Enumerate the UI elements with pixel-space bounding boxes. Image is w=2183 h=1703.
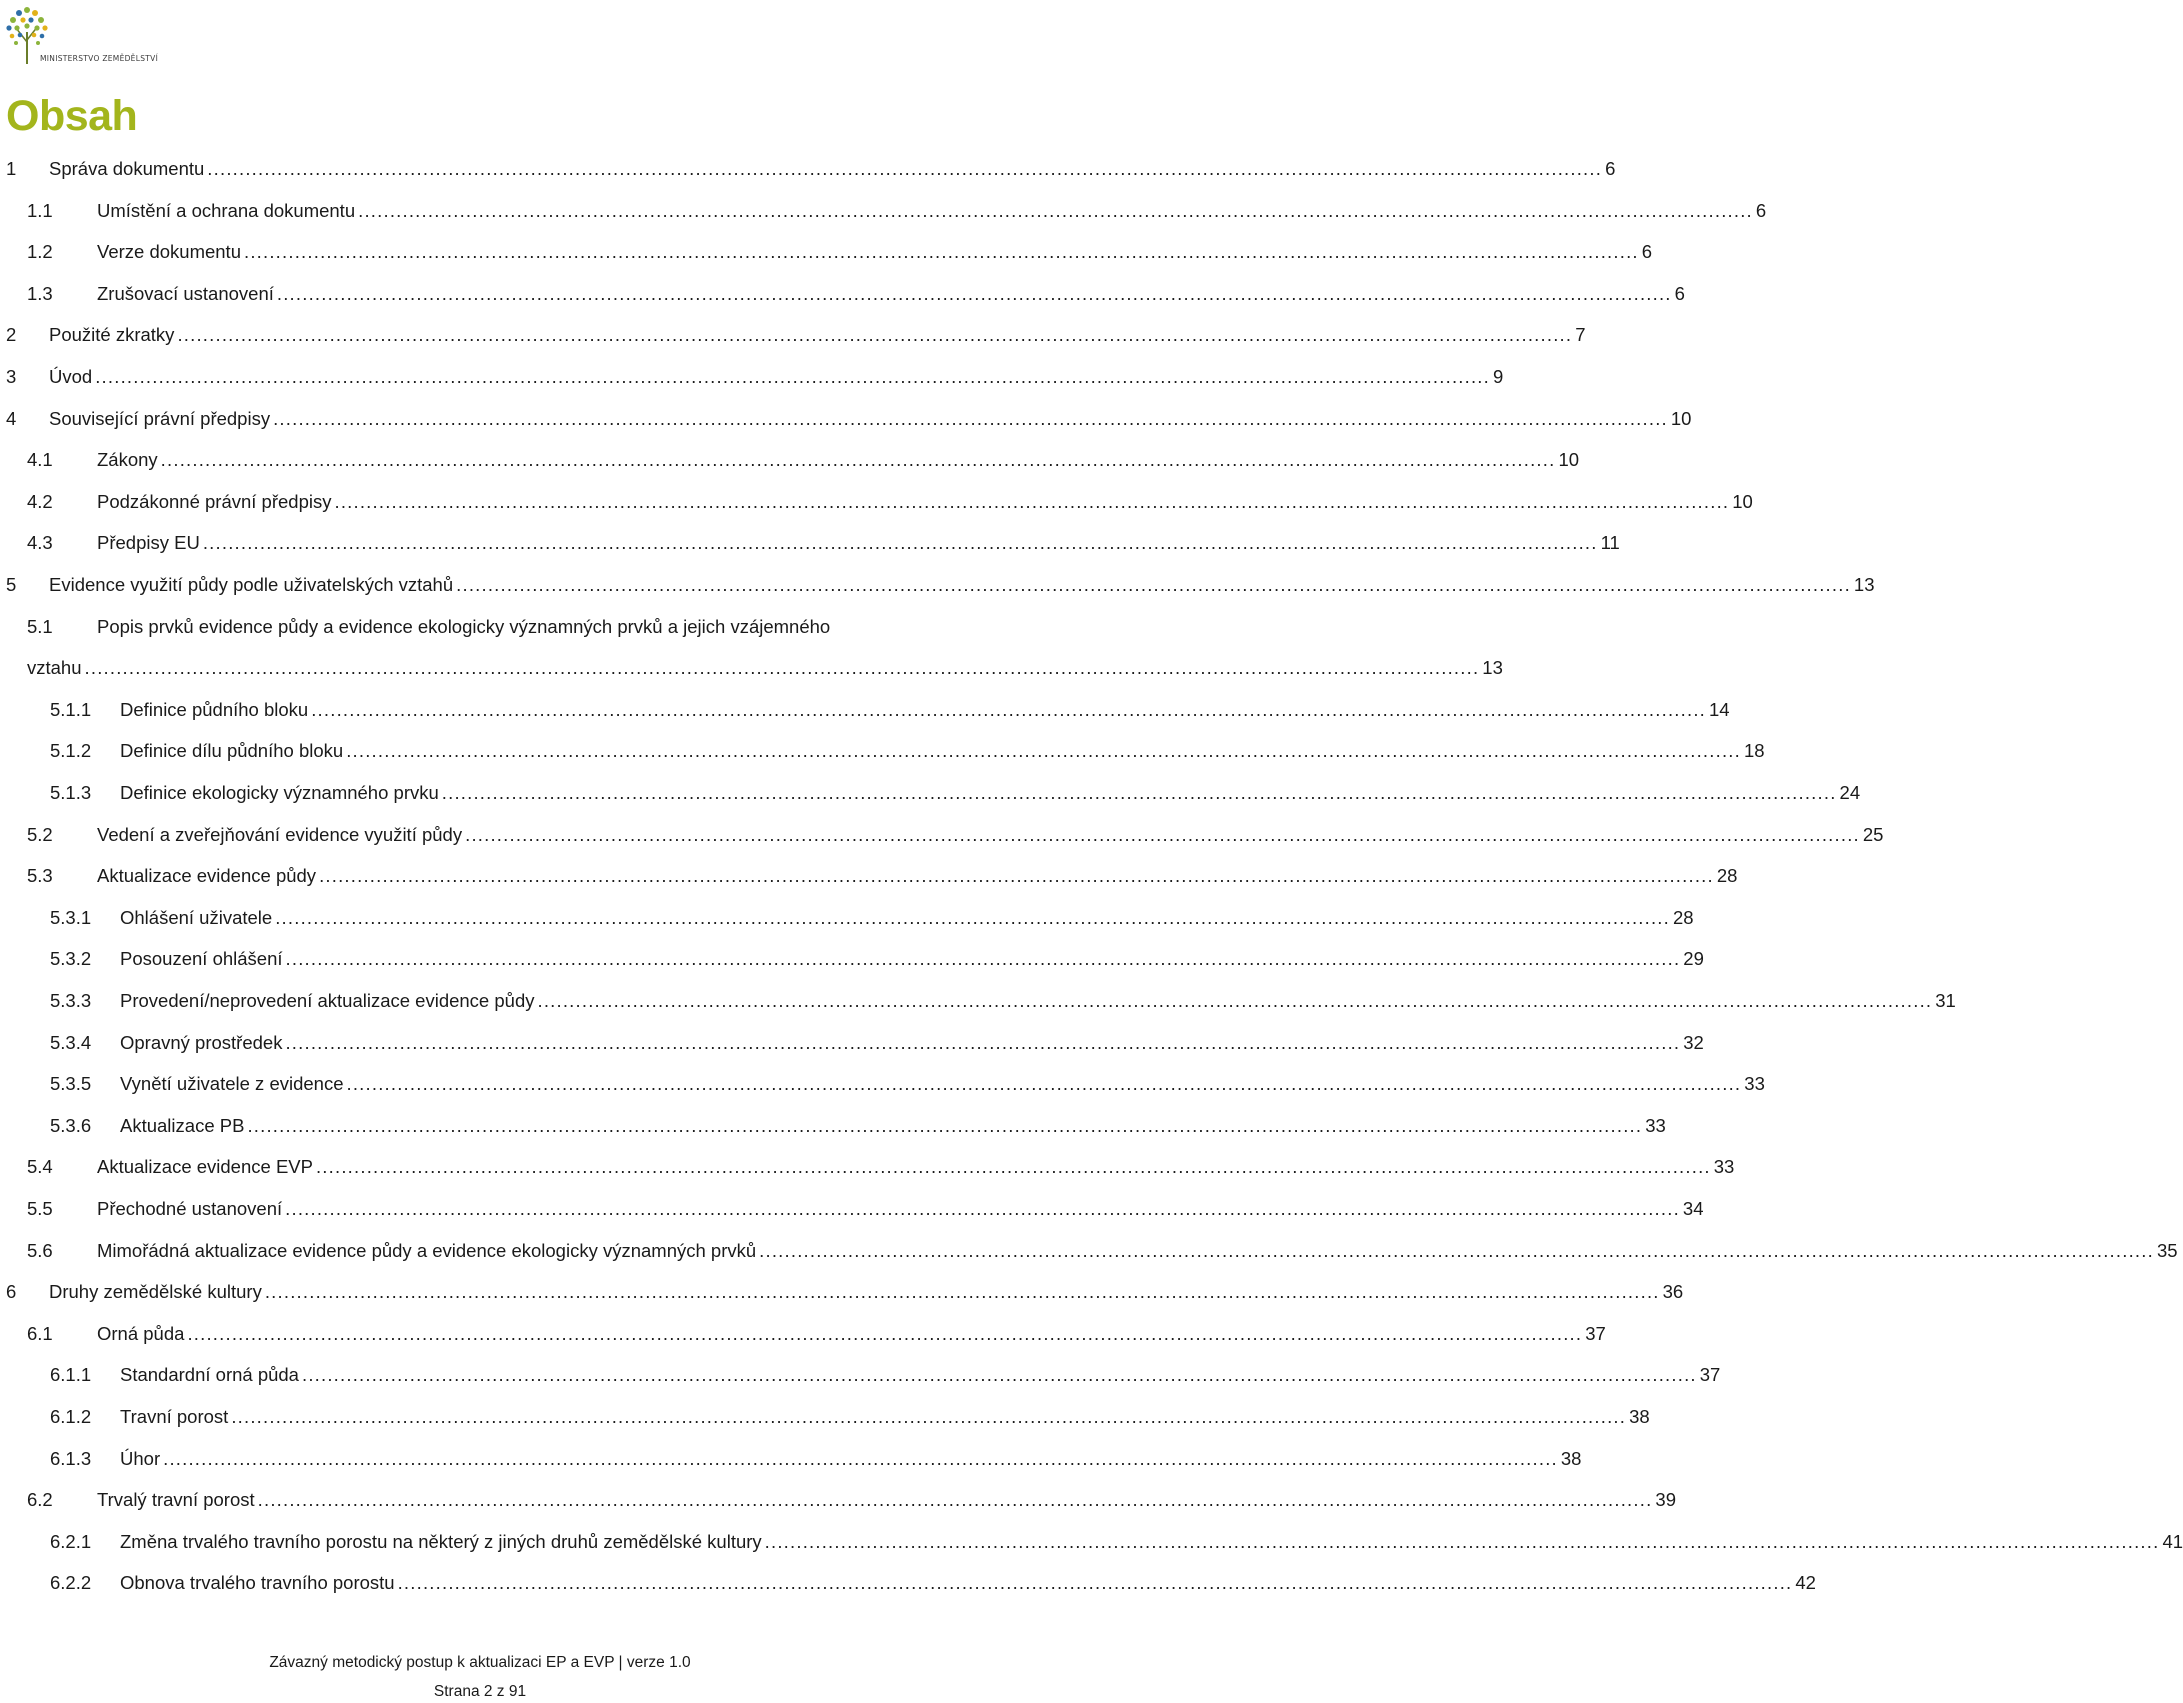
toc-entry-number: 5.3.2 (50, 948, 92, 970)
toc-entry[interactable] (0, 945, 1704, 973)
toc-entry[interactable] (0, 1569, 1816, 1597)
toc-entry[interactable] (0, 779, 1861, 807)
toc-entry-page: 9 (1492, 366, 1504, 387)
toc-leader-dots: ............................................................................................................................................................................................................................ (301, 1364, 1697, 1386)
toc-entry-page: 39 (1655, 1489, 1676, 1511)
toc-entry-page: 29 (1683, 948, 1704, 970)
toc-entry-title: Vedení a zveřejňování evidence využití půdy (97, 823, 463, 845)
toc-entry[interactable] (0, 363, 1504, 391)
toc-entry[interactable] (0, 696, 1730, 724)
toc-leader-dots: ............................................................................................................................................................................................................................ (465, 823, 1860, 845)
toc-entry[interactable] (0, 571, 1875, 599)
toc-leader-dots: ............................................................................................................................................................................................................................ (247, 1114, 1643, 1136)
toc-entry-page: 6 (1755, 199, 1767, 221)
toc-title: Obsah (6, 92, 138, 140)
toc-entry-title: Verze dokumentu (97, 241, 241, 263)
logo-text: MINISTERSTVO ZEMĚDĚLSTVÍ (40, 54, 159, 63)
toc-entry-number: 5.3 (27, 865, 53, 887)
toc-entry[interactable] (0, 238, 1653, 266)
toc-entry-page: 35 (2156, 1239, 2178, 1261)
toc-leader-dots: ............................................................................................................................................................................................................................ (202, 532, 1598, 554)
toc-entry-number: 6.2 (27, 1489, 53, 1511)
toc-entry-number: 1 (6, 158, 17, 179)
toc-entry-title: Úhor (120, 1447, 161, 1469)
toc-entry-page: 33 (1744, 1073, 1765, 1095)
toc-leader-dots: ............................................................................................................................................................................................................................ (358, 199, 1753, 221)
toc-entry-number: 5.6 (27, 1239, 53, 1261)
toc-entry-page: 14 (1709, 698, 1730, 720)
toc-entry[interactable] (0, 1153, 1735, 1181)
toc-leader-dots: ............................................................................................................................................................................................................................ (264, 1281, 1660, 1303)
toc-entry-page: 7 (1575, 324, 1586, 346)
toc-leader-dots: ............................................................................................................................................................................................................................ (84, 657, 1480, 679)
toc-leader-dots: ............................................................................................................................................................................................................................ (275, 906, 1670, 928)
toc-leader-dots: ............................................................................................................................................................................................................................ (334, 490, 1730, 512)
toc-entry-page: 38 (1629, 1406, 1650, 1427)
toc-leader-dots: ............................................................................................................................................................................................................................ (285, 948, 1681, 970)
toc-entry-page: 32 (1683, 1031, 1704, 1053)
toc-entry-number: 1.2 (27, 241, 53, 263)
toc-entry-title: Změna trvalého travního porostu na některý z jiných druhů zemědělské kultury (120, 1530, 762, 1552)
toc-entry[interactable] (0, 1361, 1721, 1389)
toc-entry-page: 24 (1839, 782, 1861, 803)
toc-entry[interactable] (0, 1320, 1606, 1348)
toc-leader-dots: ............................................................................................................................................................................................................................ (315, 1156, 1711, 1178)
toc-leader-dots: ............................................................................................................................................................................................................................ (207, 158, 1603, 179)
toc-entry-title-continued: vztahu (27, 657, 82, 679)
toc-entry-number: 5 (6, 574, 17, 595)
toc-leader-dots: ............................................................................................................................................................................................................................ (441, 782, 1837, 803)
toc-leader-dots: ............................................................................................................................................................................................................................ (276, 282, 1672, 304)
toc-entry-number: 6.1 (27, 1322, 53, 1344)
toc-leader-dots: ............................................................................................................................................................................................................................ (759, 1239, 2154, 1261)
toc-entry[interactable] (0, 1486, 1676, 1514)
toc-leader-dots: ............................................................................................................................................................................................................................ (95, 366, 1490, 387)
toc-leader-dots: ............................................................................................................................................................................................................................ (346, 1073, 1742, 1095)
toc-entry-page: 33 (1713, 1156, 1735, 1178)
toc-entry-page: 37 (1585, 1322, 1606, 1344)
toc-entry[interactable] (0, 1528, 2183, 1556)
toc-entry-page: 42 (1795, 1572, 1816, 1594)
toc-entry-number: 5.1.1 (50, 698, 92, 720)
toc-entry-title: Zákony (97, 449, 158, 471)
toc-entry-title: Použité zkratky (49, 324, 175, 346)
toc-entry-number: 6.1.2 (50, 1406, 92, 1427)
toc-entry-title: Správa dokumentu (49, 158, 205, 179)
toc-entry[interactable] (0, 321, 1586, 349)
toc-entry-title: Evidence využití půdy podle uživatelských vztahů (49, 574, 454, 595)
toc-entry-page: 38 (1560, 1447, 1582, 1469)
toc-entry-title: Popis prvků evidence půdy a evidence ekologicky významných prvků a jejich vzájemného (97, 615, 831, 637)
toc-entry-title: Obnova trvalého travního porostu (120, 1572, 395, 1594)
toc-entry[interactable] (0, 1445, 1582, 1473)
toc-entry[interactable] (0, 1029, 1704, 1057)
toc-entry-number: 5.3.6 (50, 1114, 92, 1136)
toc-entry-number: 4 (6, 407, 17, 429)
toc-leader-dots: ............................................................................................................................................................................................................................ (397, 1572, 1793, 1594)
toc-entry-title: Mimořádná aktualizace evidence půdy a evidence ekologicky významných prvků (97, 1239, 757, 1261)
toc-leader-dots: ............................................................................................................................................................................................................................ (243, 241, 1639, 263)
toc-entry-title: Opravný prostředek (120, 1031, 283, 1053)
footer-doc-line: Závazný metodický postup k aktualizaci EP a EVP | verze 1.0 (269, 1654, 691, 1671)
toc-leader-dots: ............................................................................................................................................................................................................................ (285, 1031, 1681, 1053)
toc-leader-dots: ............................................................................................................................................................................................................................ (285, 1198, 1680, 1219)
toc-entry-page: 13 (1853, 574, 1875, 595)
toc-entry-page: 25 (1862, 823, 1884, 845)
toc-entry-page: 6 (1605, 158, 1616, 179)
toc-entry-number: 5.2 (27, 823, 53, 845)
toc-entry-page: 6 (1674, 282, 1685, 304)
toc-entry[interactable] (0, 1237, 2178, 1265)
toc-entry-number: 6.1.3 (50, 1447, 92, 1469)
toc-entry-title: Aktualizace evidence EVP (97, 1156, 313, 1178)
toc-leader-dots: ............................................................................................................................................................................................................................ (346, 740, 1741, 762)
toc-entry-title: Definice ekologicky významného prvku (120, 782, 439, 803)
toc-entry[interactable] (0, 197, 1767, 225)
toc-entry[interactable] (0, 821, 1884, 849)
toc-entry-page: 28 (1716, 865, 1738, 887)
toc-leader-dots: ............................................................................................................................................................................................................................ (163, 1447, 1558, 1469)
toc-leader-dots: ............................................................................................................................................................................................................................ (273, 407, 1668, 429)
toc-entry-title: Související právní předpisy (49, 407, 271, 429)
toc-entry-number: 6.1.1 (50, 1364, 92, 1386)
toc-entry-number: 2 (6, 324, 17, 346)
toc-entry-title: Předpisy EU (97, 532, 200, 554)
toc-entry[interactable] (0, 613, 1503, 679)
toc-entry-title: Definice dílu půdního bloku (120, 740, 344, 762)
toc-entry-page: 36 (1662, 1281, 1684, 1303)
toc-entry-page: 10 (1732, 490, 1753, 512)
toc-entry[interactable] (0, 446, 1580, 474)
toc-entry-number: 6.2.2 (50, 1572, 92, 1594)
toc-entry-number: 1.3 (27, 282, 53, 304)
toc-leader-dots: ............................................................................................................................................................................................................................ (177, 324, 1573, 346)
toc-leader-dots: ............................................................................................................................................................................................................................ (456, 574, 1851, 595)
toc-entry[interactable] (0, 1112, 1666, 1140)
toc-entry-page: 37 (1699, 1364, 1721, 1386)
toc-entry[interactable] (0, 1403, 1650, 1431)
toc-entry-number: 5.1 (27, 615, 53, 637)
toc-entry-number: 5.1.2 (50, 740, 92, 762)
toc-entry[interactable] (0, 280, 1685, 308)
toc-leader-dots: ............................................................................................................................................................................................................................ (311, 698, 1706, 720)
toc-entry-page: 11 (1600, 532, 1620, 554)
toc-entry[interactable] (0, 904, 1694, 932)
toc-entry-page: 41 (2162, 1530, 2183, 1552)
toc-entry-number: 5.1.3 (50, 782, 92, 803)
toc-entry-page: 10 (1670, 407, 1692, 429)
footer-page-number: Strana 2 z 91 (433, 1683, 527, 1700)
toc-entry-page: 34 (1682, 1198, 1704, 1219)
toc-entry-number: 5.3.5 (50, 1073, 92, 1095)
toc-entry-title: Definice půdního bloku (120, 698, 309, 720)
toc-entry-title: Travní porost (120, 1406, 229, 1427)
toc-entry[interactable] (0, 488, 1753, 516)
toc-entry[interactable] (0, 1195, 1704, 1223)
toc-entry-number: 6 (6, 1281, 17, 1303)
ministry-logo (4, 2, 164, 70)
toc-entry-title: Trvalý travní porost (97, 1489, 255, 1511)
toc-leader-dots: ............................................................................................................................................................................................................................ (257, 1489, 1653, 1511)
toc-entry[interactable] (0, 737, 1765, 765)
toc-leader-dots: ............................................................................................................................................................................................................................ (160, 449, 1556, 471)
toc-entry-page: 33 (1645, 1114, 1666, 1136)
toc-entry[interactable] (0, 529, 1620, 557)
toc-entry-number: 3 (6, 366, 17, 387)
toc-entry[interactable] (0, 405, 1692, 433)
toc-entry-title: Přechodné ustanovení (97, 1198, 283, 1219)
toc-entry[interactable] (0, 155, 1616, 183)
toc-entry-number: 6.2.1 (50, 1530, 92, 1552)
toc-entry-title: Standardní orná půda (120, 1364, 299, 1386)
toc-entry-title: Podzákonné právní předpisy (97, 490, 332, 512)
toc-entry[interactable] (0, 862, 1738, 890)
toc-entry-number: 4.1 (27, 449, 53, 471)
toc-entry-page: 31 (1935, 990, 1956, 1011)
toc-entry[interactable] (0, 987, 1956, 1015)
toc-entry-number: 5.5 (27, 1198, 53, 1219)
toc-entry-number: 5.3.1 (50, 906, 92, 928)
toc-entry-title: Provedení/neprovedení aktualizace evidence půdy (120, 990, 535, 1011)
toc-entry-title: Aktualizace PB (120, 1114, 245, 1136)
toc-entry-title: Úvod (49, 366, 93, 387)
toc-entry-number: 5.3.3 (50, 990, 92, 1011)
toc-entry[interactable] (0, 1278, 1684, 1306)
toc-leader-dots: ............................................................................................................................................................................................................................ (764, 1530, 2160, 1552)
toc-entry[interactable] (0, 1070, 1765, 1098)
toc-entry-title: Umístění a ochrana dokumentu (97, 199, 356, 221)
toc-entry-title: Posouzení ohlášení (120, 948, 283, 970)
toc-leader-dots: ............................................................................................................................................................................................................................ (537, 990, 1933, 1011)
toc-entry-page: 13 (1482, 657, 1503, 679)
toc-leader-dots: ............................................................................................................................................................................................................................ (187, 1322, 1583, 1344)
toc-entry-title: Vynětí uživatele z evidence (120, 1073, 344, 1095)
toc-entry-page: 28 (1672, 906, 1694, 928)
toc-entry-number: 4.3 (27, 532, 53, 554)
toc-leader-dots: ............................................................................................................................................................................................................................ (231, 1406, 1627, 1427)
toc-entry-title: Zrušovací ustanovení (97, 282, 274, 304)
toc-entry-number: 5.3.4 (50, 1031, 92, 1053)
toc-entry-page: 10 (1558, 449, 1580, 471)
toc-leader-dots: ............................................................................................................................................................................................................................ (319, 865, 1714, 887)
toc-entry-title: Druhy zemědělské kultury (49, 1281, 262, 1303)
toc-entry-number: 1.1 (27, 199, 53, 221)
toc-entry-number: 4.2 (27, 490, 53, 512)
toc-entry-page: 6 (1641, 241, 1653, 263)
toc-entry-number: 5.4 (27, 1156, 53, 1178)
toc-entry-title: Aktualizace evidence půdy (97, 865, 317, 887)
toc-entry-page: 18 (1743, 740, 1765, 762)
toc-entry-title: Orná půda (97, 1322, 185, 1344)
toc-entry-title: Ohlášení uživatele (120, 906, 273, 928)
